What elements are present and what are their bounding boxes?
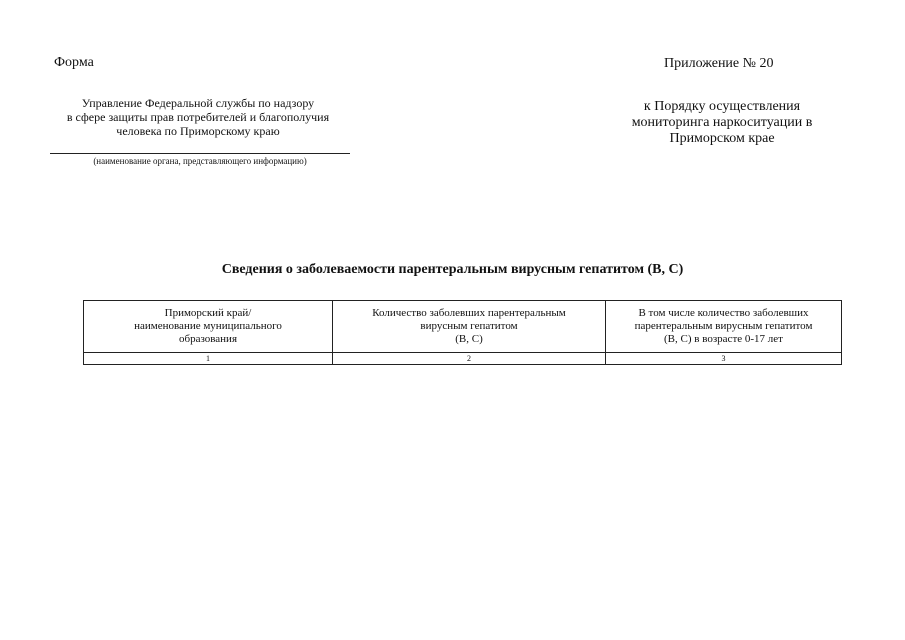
header-line: Приморский край/ — [164, 307, 252, 319]
column-number-row — [84, 353, 842, 365]
organization-caption: (наименование органа, представляющего информацию) — [93, 156, 307, 166]
column-number: 2 — [333, 353, 606, 365]
report-table — [83, 300, 842, 365]
header-line: (В, С) в возрасте 0-17 лет — [664, 333, 783, 345]
organization-underline — [50, 153, 350, 154]
header-line: парентеральным вирусным гепатитом — [634, 320, 813, 332]
order-line: к Порядку осуществления — [643, 99, 801, 114]
header-line: Количество заболевших парентеральным — [372, 307, 566, 319]
order-line: мониторинга наркоситуации в — [631, 115, 813, 130]
column-number: 3 — [606, 353, 842, 365]
appendix-label: Приложение № 20 — [664, 56, 774, 71]
organization-line: в сфере защиты прав потребителей и благополучия — [66, 110, 330, 124]
column-number: 1 — [84, 353, 333, 365]
organization-line: человека по Приморскому краю — [116, 124, 280, 138]
column-header-cases-total — [333, 301, 606, 353]
order-line: Приморском крае — [669, 131, 775, 146]
organization-line: Управление Федеральной службы по надзору — [81, 96, 315, 110]
column-header-region — [84, 301, 333, 353]
table-header-row — [84, 301, 842, 353]
column-header-cases-minors — [606, 301, 842, 353]
header-line: (В, С) — [455, 333, 483, 345]
header-line: В том числе количество заболевших — [638, 307, 809, 319]
order-reference — [600, 99, 844, 147]
header-line: вирусным гепатитом — [420, 320, 518, 332]
header-line: образования — [178, 333, 238, 345]
header-line: наименование муниципального — [134, 320, 282, 332]
document-title: Сведения о заболеваемости парентеральным вирусным гепатитом (В, С) — [221, 262, 684, 277]
organization-name — [46, 96, 350, 138]
form-label: Форма — [54, 55, 94, 70]
